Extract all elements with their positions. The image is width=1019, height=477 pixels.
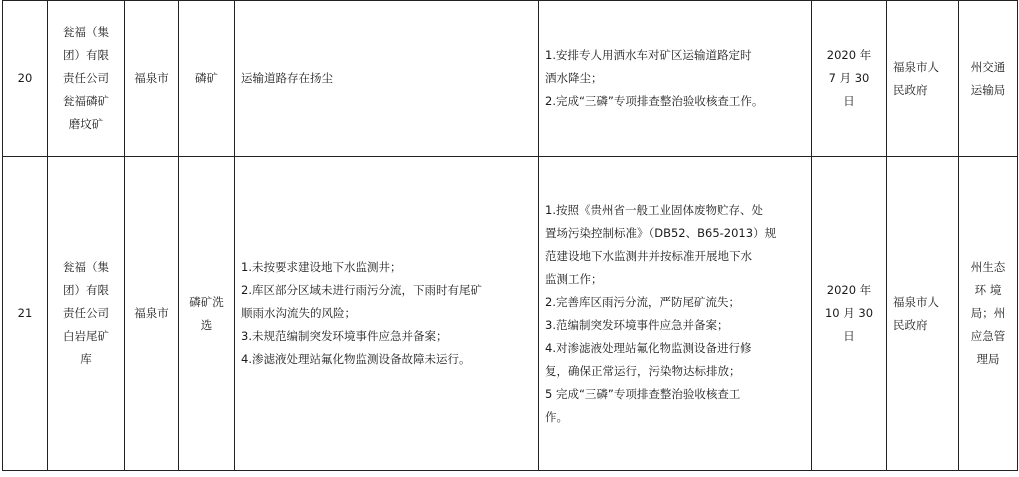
- measure-line: 复，确保正常运行，污染物达标排放；: [545, 363, 741, 378]
- city-cell: 福泉市: [125, 157, 179, 471]
- measure-line: 范建设地下水监测井并按标准开展地下水: [545, 248, 752, 263]
- mine-type-cell: [179, 157, 235, 471]
- mine-type-line: 选: [200, 317, 213, 332]
- deadline-line: 2020 年: [826, 48, 872, 62]
- measure-line: 4.对渗滤液处理站氟化物监测设备进行修: [545, 340, 752, 355]
- company-line: 磨坟矿: [68, 117, 104, 131]
- measure-line: 2.完成“三磷”专项排查整治验收核查工作。: [545, 94, 764, 108]
- deadline-line: 10 月 30: [824, 306, 874, 320]
- deadline-line: 7 月 30: [828, 71, 870, 85]
- company-cell: [48, 157, 125, 471]
- problem-line: 3.未规范编制突发环境事件应急并备案；: [241, 329, 448, 343]
- company-line: 责任公司: [63, 306, 109, 320]
- deadline-line: 2020 年: [826, 283, 872, 297]
- row-number: 21: [3, 157, 48, 471]
- company-line: 瓮福磷矿: [63, 94, 109, 108]
- measure-line: 作。: [545, 409, 568, 424]
- problem-line: 顺雨水沟流失的风险；: [241, 306, 356, 320]
- company-line: 责任公司: [63, 71, 109, 85]
- company-line: 瓮福（集: [63, 25, 109, 39]
- mine-type-line: 磷矿: [195, 71, 218, 85]
- government-cell: [887, 1, 959, 157]
- deadline-line: 日: [843, 329, 855, 343]
- department-line: 环 境: [974, 283, 1002, 297]
- problems-cell: [235, 157, 539, 471]
- measure-line: 5 完成“三磷”专项排查整治验收核查工: [545, 386, 741, 401]
- measure-line: 2.完善库区雨污分流，严防尾矿流失；: [545, 294, 740, 309]
- measures-cell: [539, 1, 812, 157]
- problem-line: 2.库区部分区域未进行雨污分流，下雨时有尾矿: [241, 283, 482, 297]
- department-cell: [959, 157, 1018, 471]
- deadline-cell: [812, 1, 887, 157]
- government-line: 福泉市人: [893, 294, 939, 309]
- department-line: 应急管: [970, 329, 1006, 343]
- government-line: 民政府: [893, 82, 928, 97]
- table-row: [3, 157, 1018, 471]
- department-cell: [959, 1, 1018, 157]
- problem-line: 1.未按要求建设地下水监测井；: [241, 260, 402, 274]
- problem-line: 4.渗滤液处理站氟化物监测设备故障未运行。: [241, 352, 471, 366]
- measure-line: 1.按照《贵州省一般工业固体废物贮存、处: [545, 202, 763, 217]
- company-line: 白岩尾矿: [63, 329, 109, 343]
- problem-line: 运输道路存在扬尘: [241, 71, 333, 85]
- company-line: 瓮福（集: [63, 260, 109, 274]
- measure-line: 置场污染控制标准》（DB52、B65-2013）规: [545, 225, 777, 240]
- measure-line: 3.范编制突发环境事件应急并备案；: [545, 317, 729, 332]
- government-line: 福泉市人: [893, 59, 939, 74]
- government-line: 民政府: [893, 317, 928, 332]
- department-line: 州交通: [970, 59, 1006, 74]
- measures-cell: [539, 157, 812, 471]
- problems-cell: [235, 1, 539, 157]
- company-cell: [48, 1, 125, 157]
- rectification-table: [2, 0, 1018, 471]
- measure-line: 洒水降尘；: [545, 71, 603, 85]
- measure-line: 监测工作；: [545, 271, 603, 286]
- department-line: 运输局: [970, 82, 1006, 97]
- company-line: 库: [80, 352, 92, 366]
- deadline-cell: [812, 157, 887, 471]
- mine-type-line: 磷矿洗: [189, 294, 224, 309]
- department-line: 理局: [976, 352, 1000, 366]
- government-cell: [887, 157, 959, 471]
- measure-line: 1.安排专人用洒水车对矿区运输道路定时: [545, 48, 752, 62]
- city-cell: 福泉市: [125, 1, 179, 157]
- deadline-line: 日: [843, 94, 855, 108]
- company-line: 团）有限: [63, 283, 109, 297]
- department-line: 局；州: [970, 306, 1006, 320]
- row-number: 20: [3, 1, 48, 157]
- table-row: [3, 1, 1018, 157]
- company-line: 团）有限: [63, 48, 109, 62]
- department-line: 州生态: [970, 260, 1006, 274]
- mine-type-cell: [179, 1, 235, 157]
